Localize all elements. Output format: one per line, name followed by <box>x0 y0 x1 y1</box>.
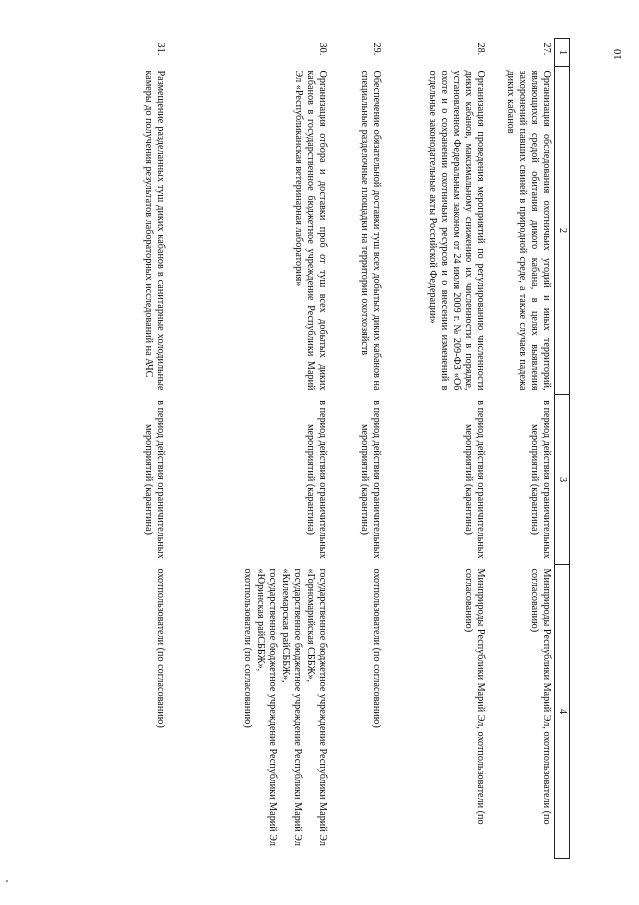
executors-cell <box>330 565 384 859</box>
period-text: в период действия ограничительных мероприятий (карантина) <box>143 400 167 559</box>
period-text: в период действия ограничительных мероприятий (карантина) <box>359 400 383 559</box>
table-row <box>168 39 330 859</box>
table-row <box>384 39 488 859</box>
period-text: в период действия ограничительных мероприятий (карантина) <box>305 400 329 559</box>
executor-line: охотпользователи (по согласованию) <box>371 568 383 728</box>
row-number: 31. <box>155 42 167 56</box>
row-number: 27. <box>540 42 552 56</box>
executor-line: государственное бюджетное учреждение Республики Марий Эл «Килемарская райСББЖ», <box>280 568 304 846</box>
table-row <box>330 39 384 859</box>
header-col-3: 3 <box>554 395 569 565</box>
measure-text: Организация обследования охотничьих угодий и иных территорий, являющихся средой обитания дикого кабана, в целях выявления захоронений павших свиней в природной среде, а также случаев падежа диких кабанов <box>504 70 552 391</box>
row-number: 30. <box>317 42 329 56</box>
executor-line: охотпользователи (по согласованию) <box>242 568 254 728</box>
period-text: в период действия ограничительных мероприятий (карантина) <box>463 400 487 559</box>
executors-cell <box>384 565 488 859</box>
executors-cell <box>116 565 168 859</box>
executor-line: государственное бюджетное учреждение Республики Марий Эл «Горномарийская СББЖ», <box>305 568 329 846</box>
measures-table <box>116 38 570 859</box>
scan-speck <box>6 880 8 882</box>
measure-text: Размещение разделанных туш диких кабанов в санитарные холодильные камеры до получения результатов лабораторных исследований на АЧС <box>143 70 167 391</box>
header-row <box>554 39 569 859</box>
table-row <box>488 39 554 859</box>
rotated-page <box>100 38 570 858</box>
measure-text: Организация проведения мероприятий по регулированию численности диких кабанов, максимальному снижению их численности в порядке, установленном Федеральным законом от 24 июля 2009 г. № 209-ФЗ «Об охоте и о сохранении охотничьих ресурсов и о внесении изменений в отдельные законодательные акты Российской Федерации» <box>427 70 487 391</box>
row-number: 29. <box>371 42 383 56</box>
executor-line: охотпользователи (по согласованию) <box>155 568 167 728</box>
measure-text: Обеспечение обязательной доставки туш всех добытых диких кабанов на специальные разделочные площадки на территории охотхозяйств <box>359 70 383 391</box>
executor-line: Минприроды Республики Марий Эл, охотпользователи (по согласованию) <box>463 568 487 825</box>
measure-text: Организация отбора и доставки проб от туш всех добытых диких кабанов в государственное бюджетное учреждение Республики Марий Эл «Республиканская ветеринарная лаборатория» <box>293 70 329 391</box>
executors-cell <box>168 565 330 859</box>
executor-line: государственное бюджетное учреждение Республики Марий Эл «Юринская райСББЖ», <box>255 568 279 846</box>
table-row <box>116 39 168 859</box>
header-col-2: 2 <box>554 67 569 395</box>
page-number: 10 <box>612 49 624 60</box>
header-col-4: 4 <box>554 565 569 859</box>
executor-line: Минприроды Республики Марий Эл, охотпользователи (по согласованию) <box>528 568 552 825</box>
period-text: в период действия ограничительных мероприятий (карантина) <box>528 400 552 559</box>
header-col-1: 1 <box>554 39 569 67</box>
row-number: 28. <box>475 42 487 56</box>
executors-cell <box>488 565 554 859</box>
